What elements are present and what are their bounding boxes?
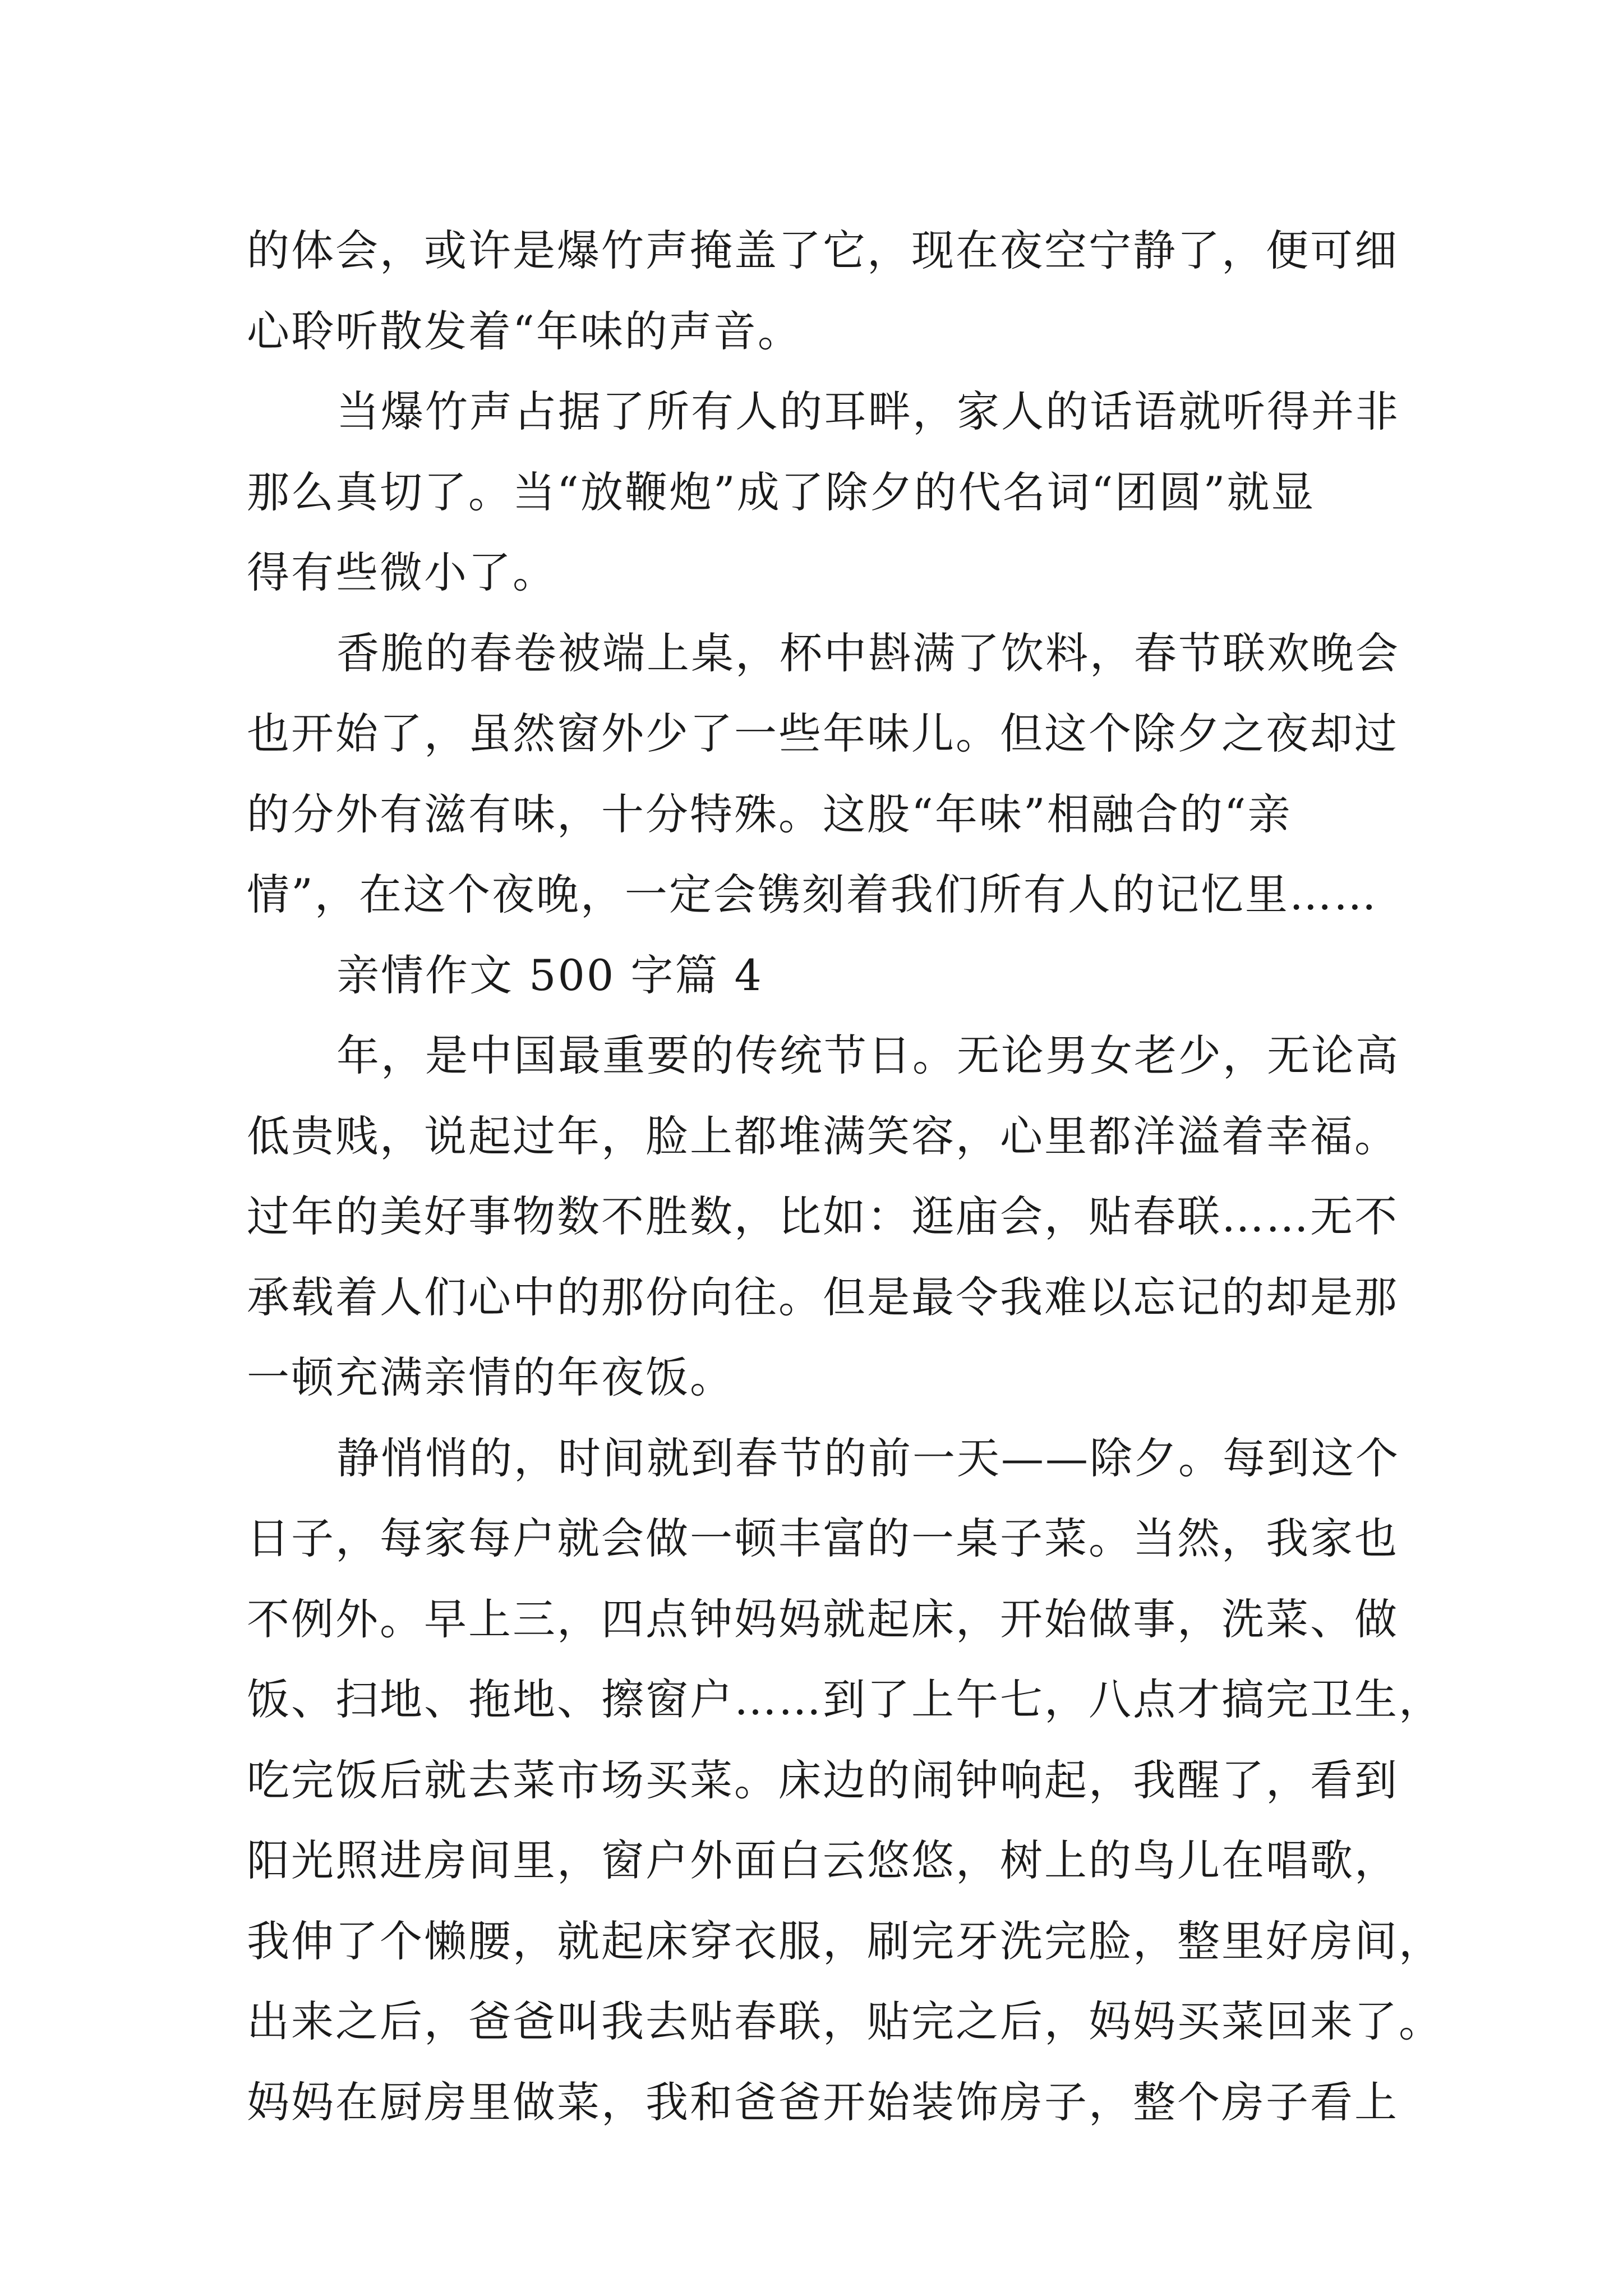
- text-line: 的分外有滋有味，十分特殊。这股“年味”相融合的“亲: [247, 789, 1292, 839]
- text-line: 当爆竹声占据了所有人的耳畔，家人的话语就听得并非: [336, 386, 1400, 436]
- text-line: 出来之后，爸爸叫我去贴春联，贴完之后，妈妈买菜回来了。: [247, 1996, 1443, 2046]
- text-line: 吃完饭后就去菜市场买菜。床边的闹钟响起，我醒了，看到: [247, 1755, 1399, 1805]
- text-line: 的体会，或许是爆竹声掩盖了它，现在夜空宁静了，便可细: [247, 226, 1399, 275]
- text-line: 我伸了个懒腰，就起床穿衣服，刷完牙洗完脸，整里好房间，: [247, 1916, 1443, 1966]
- document-body: [247, 210, 1443, 2142]
- text-line: 香脆的春卷被端上桌，杯中斟满了饮料，春节联欢晚会: [336, 628, 1400, 678]
- text-line: 一顿充满亲情的年夜饭。: [247, 1352, 734, 1402]
- text-line: 也开始了，虽然窗外少了一些年味儿。但这个除夕之夜却过: [247, 708, 1399, 758]
- section-heading: 亲情作文 500 字篇 4: [336, 950, 763, 1000]
- text-line: 年，是中国最重要的传统节日。无论男女老少，无论高: [336, 1030, 1400, 1080]
- text-line: 妈妈在厨房里做菜，我和爸爸开始装饰房子，整个房子看上: [247, 2077, 1399, 2127]
- text-line: 得有些微小了。: [247, 547, 557, 597]
- text-line: 静悄悄的，时间就到春节的前一天——除夕。每到这个: [336, 1433, 1400, 1483]
- text-line: 饭、扫地、拖地、擦窗户……到了上午七，八点才搞完卫生，: [247, 1674, 1443, 1724]
- text-line: 不例外。早上三，四点钟妈妈就起床，开始做事，洗菜、做: [247, 1594, 1399, 1644]
- text-line: 心聆听散发着“年味的声音。: [247, 306, 802, 356]
- text-line: 日子，每家每户就会做一顿丰富的一桌子菜。当然，我家也: [247, 1513, 1399, 1563]
- text-line: 过年的美好事物数不胜数，比如：逛庙会，贴春联……无不: [247, 1191, 1399, 1241]
- text-line: 承载着人们心中的那份向往。但是最令我难以忘记的却是那: [247, 1272, 1399, 1322]
- text-line: 情”，在这个夜晚，一定会镌刻着我们所有人的记忆里……: [247, 869, 1378, 919]
- text-line: 阳光照进房间里，窗户外面白云悠悠，树上的鸟儿在唱歌，: [247, 1835, 1399, 1885]
- text-line: 低贵贱，说起过年，脸上都堆满笑容，心里都洋溢着幸福。: [247, 1111, 1399, 1161]
- text-line: 那么真切了。当“放鞭炮”成了除夕的代名词“团圆”就显: [247, 467, 1316, 517]
